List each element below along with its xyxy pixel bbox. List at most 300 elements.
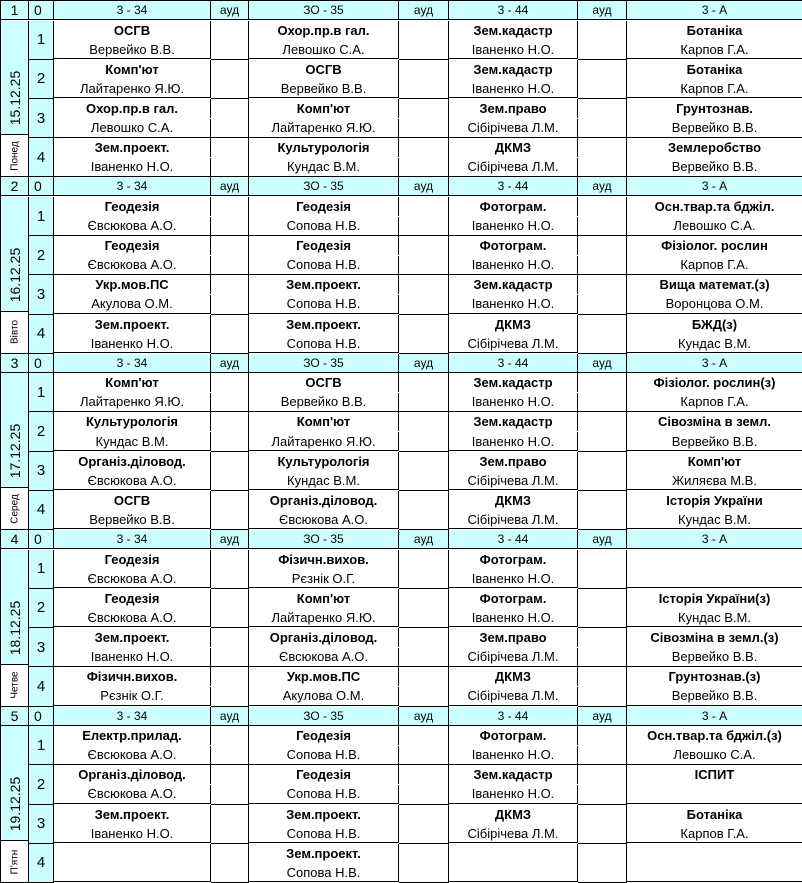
teacher-cell[interactable]: Акулова О.М. (54, 295, 211, 314)
weekday-cell (1, 487, 28, 529)
room-header: ауд (399, 1, 449, 20)
room-cell[interactable] (399, 99, 449, 138)
subject-cell[interactable]: Геодезія (249, 765, 399, 784)
room-cell[interactable] (211, 275, 249, 314)
teacher-cell[interactable]: Іваненко Н.О. (54, 158, 211, 177)
subject-cell[interactable]: Комп'ют (249, 412, 399, 431)
teacher-cell[interactable]: Іваненко Н.О. (449, 40, 578, 59)
subject-cell[interactable]: Комп'ют (249, 589, 399, 608)
room-cell[interactable] (399, 726, 449, 765)
subject-cell[interactable]: Грунтознав. (627, 99, 802, 118)
group-header: ЗО - 35 (249, 530, 399, 549)
teacher-cell[interactable]: Карпов Г.А. (627, 393, 802, 412)
teacher-cell[interactable]: Іваненко Н.О. (54, 824, 211, 843)
teacher-cell[interactable]: Карпов Г.А. (627, 256, 802, 275)
teacher-cell[interactable]: Воронцова О.М. (627, 295, 802, 314)
room-cell[interactable] (211, 315, 249, 354)
pair-number: 4 (29, 315, 54, 354)
room-header: ауд (399, 530, 449, 549)
weekday-cell (1, 311, 28, 353)
teacher-cell[interactable]: Кундас В.М. (54, 432, 211, 451)
room-cell[interactable] (211, 138, 249, 177)
day-zero-marker: 0 (29, 177, 54, 196)
room-cell[interactable] (211, 99, 249, 138)
date-cell (1, 21, 29, 178)
room-cell[interactable] (211, 373, 249, 412)
room-cell[interactable] (211, 805, 249, 844)
subject-cell[interactable]: Комп'ют (249, 99, 399, 118)
room-cell[interactable] (211, 21, 249, 60)
group-header: 3 - 34 (54, 354, 211, 373)
teacher-cell[interactable]: Лайтаренко Я.Ю. (54, 79, 211, 98)
room-cell[interactable] (399, 491, 449, 530)
subject-cell[interactable]: ОСГВ (249, 373, 399, 392)
group-header: 3 - 44 (449, 1, 578, 20)
day-number: 5 (1, 707, 29, 726)
subject-cell[interactable]: Фотограм. (449, 726, 578, 745)
room-cell[interactable] (578, 805, 627, 844)
weekday-cell (1, 134, 28, 176)
weekday-cell (1, 840, 28, 882)
subject-cell[interactable]: Зем.проект. (54, 805, 211, 824)
room-cell[interactable] (399, 275, 449, 314)
subject-cell[interactable]: ДКМЗ (449, 138, 578, 157)
teacher-cell[interactable]: Лайтаренко Я.Ю. (54, 393, 211, 412)
teacher-cell[interactable]: Сопова Н.В. (249, 785, 399, 804)
subject-cell[interactable]: Зем.проект. (54, 138, 211, 157)
room-cell[interactable] (578, 844, 627, 883)
group-header: 3 - 34 (54, 530, 211, 549)
pair-number: 1 (29, 197, 54, 236)
room-header: ауд (211, 707, 249, 726)
teacher-cell[interactable]: Вервейко В.В. (54, 40, 211, 59)
teacher-cell[interactable]: Кундас В.М. (249, 471, 399, 490)
pair-number: 4 (29, 138, 54, 177)
teacher-cell[interactable]: Іваненко Н.О. (449, 432, 578, 451)
subject-cell[interactable]: Геодезія (249, 726, 399, 745)
subject-cell[interactable]: Зем.право (449, 99, 578, 118)
teacher-cell[interactable]: Вервейко В.В. (249, 393, 399, 412)
teacher-cell[interactable]: Левошко С.А. (627, 217, 802, 236)
teacher-cell[interactable]: Іваненко Н.О. (449, 79, 578, 98)
teacher-cell[interactable]: Карпов Г.А. (627, 40, 802, 59)
subject-cell[interactable]: Фотограм. (449, 589, 578, 608)
teacher-cell[interactable]: Кундас В.М. (627, 608, 802, 627)
room-cell[interactable] (211, 667, 249, 706)
group-header: 3 - 44 (449, 177, 578, 196)
subject-cell[interactable] (627, 550, 802, 569)
subject-cell[interactable]: ОСГВ (54, 21, 211, 40)
subject-cell[interactable]: Комп'ют (54, 60, 211, 79)
pair-number: 2 (29, 236, 54, 275)
subject-cell[interactable]: Фотограм. (449, 236, 578, 255)
group-header: 3 - А (627, 1, 802, 20)
subject-cell[interactable]: Історія України(з) (627, 589, 802, 608)
pair-number: 3 (29, 628, 54, 667)
room-cell[interactable] (578, 726, 627, 765)
group-header: 3 - 34 (54, 1, 211, 20)
room-cell[interactable] (399, 138, 449, 177)
pair-number: 1 (29, 550, 54, 589)
room-cell[interactable] (211, 236, 249, 275)
room-cell[interactable] (211, 197, 249, 236)
room-cell[interactable] (399, 667, 449, 706)
subject-cell[interactable]: Зем.кадастр (449, 21, 578, 40)
group-header: 3 - А (627, 530, 802, 549)
day-zero-marker: 0 (29, 1, 54, 20)
subject-cell[interactable]: Фізіолог. рослин(з) (627, 373, 802, 392)
room-cell[interactable] (399, 452, 449, 491)
date-cell (1, 373, 29, 530)
day-number: 3 (1, 354, 29, 373)
teacher-cell[interactable]: Іваненко Н.О. (449, 569, 578, 588)
pair-number: 1 (29, 726, 54, 765)
room-cell[interactable] (399, 628, 449, 667)
teacher-cell[interactable]: Сібірічева Л.М. (449, 119, 578, 138)
room-cell[interactable] (578, 667, 627, 706)
pair-number: 4 (29, 667, 54, 706)
group-header: ЗО - 35 (249, 1, 399, 20)
subject-cell[interactable]: Фотограм. (449, 550, 578, 569)
teacher-cell[interactable]: Вервейко В.В. (249, 79, 399, 98)
room-cell[interactable] (211, 412, 249, 451)
teacher-cell[interactable] (627, 863, 802, 882)
subject-cell[interactable]: Зем.проект. (54, 315, 211, 334)
room-cell[interactable] (578, 628, 627, 667)
room-cell[interactable] (578, 60, 627, 99)
teacher-cell[interactable]: Сопова Н.В. (249, 863, 399, 882)
room-cell[interactable] (578, 21, 627, 60)
group-header: ЗО - 35 (249, 177, 399, 196)
room-cell[interactable] (211, 452, 249, 491)
teacher-cell[interactable]: Євсюкова А.О. (249, 648, 399, 667)
room-cell[interactable] (578, 236, 627, 275)
subject-cell[interactable]: Зем.право (449, 628, 578, 647)
subject-cell[interactable]: Культурологія (249, 452, 399, 471)
room-header: ауд (399, 707, 449, 726)
teacher-cell[interactable]: Кундас В.М. (627, 510, 802, 529)
teacher-cell[interactable]: Карпов Г.А. (627, 79, 802, 98)
subject-cell[interactable]: Охор.пр.в гал. (54, 99, 211, 118)
weekday-label: Четве (9, 671, 20, 699)
room-cell[interactable] (578, 315, 627, 354)
subject-cell[interactable]: Зем.право (449, 452, 578, 471)
room-cell[interactable] (578, 412, 627, 451)
teacher-cell[interactable]: Левошко С.А. (54, 119, 211, 138)
group-header: 3 - 44 (449, 707, 578, 726)
teacher-cell[interactable]: Рєзнік О.Г. (54, 687, 211, 706)
room-cell[interactable] (211, 726, 249, 765)
teacher-cell[interactable]: Вервейко В.В. (627, 432, 802, 451)
day-zero-marker: 0 (29, 354, 54, 373)
group-header: 3 - А (627, 354, 802, 373)
date-label: 18.12.25 (6, 600, 23, 655)
room-cell[interactable] (578, 491, 627, 530)
room-cell[interactable] (578, 197, 627, 236)
room-cell[interactable] (578, 452, 627, 491)
room-cell[interactable] (578, 275, 627, 314)
subject-cell[interactable]: Ботаніка (627, 21, 802, 40)
teacher-cell[interactable]: Іваненко Н.О. (54, 334, 211, 353)
room-cell[interactable] (578, 373, 627, 412)
room-cell[interactable] (211, 628, 249, 667)
teacher-cell[interactable] (54, 863, 211, 882)
subject-cell[interactable]: Укр.мов.ПС (54, 275, 211, 294)
teacher-cell[interactable]: Євсюкова А.О. (54, 608, 211, 627)
room-cell[interactable] (399, 236, 449, 275)
weekday-label: Понед (9, 141, 20, 171)
date-label: 19.12.25 (6, 776, 23, 832)
pair-number: 2 (29, 765, 54, 804)
teacher-cell[interactable]: Євсюкова А.О. (54, 569, 211, 588)
teacher-cell[interactable]: Сопова Н.В. (249, 334, 399, 353)
room-cell[interactable] (399, 197, 449, 236)
pair-number: 3 (29, 275, 54, 314)
subject-cell[interactable]: Грунтознав.(з) (627, 667, 802, 686)
room-cell[interactable] (578, 550, 627, 589)
day-zero-marker: 0 (29, 707, 54, 726)
subject-cell[interactable]: Сівозміна в земл. (627, 412, 802, 431)
subject-cell[interactable]: ОСГВ (54, 491, 211, 510)
pair-number: 1 (29, 21, 54, 60)
subject-cell[interactable]: Електр.прилад. (54, 726, 211, 745)
room-cell[interactable] (211, 765, 249, 804)
room-cell[interactable] (399, 60, 449, 99)
subject-cell[interactable]: Зем.кадастр (449, 373, 578, 392)
room-header: ауд (399, 354, 449, 373)
room-header: ауд (399, 177, 449, 196)
subject-cell[interactable]: Комп'ют (627, 452, 802, 471)
teacher-cell[interactable]: Іваненко Н.О. (449, 217, 578, 236)
subject-cell[interactable]: ІСПИТ (627, 765, 802, 784)
subject-cell[interactable]: Землеробство (627, 138, 802, 157)
day-number: 1 (1, 1, 29, 20)
room-header: ауд (578, 1, 627, 20)
teacher-cell[interactable]: Сопова Н.В. (249, 746, 399, 765)
subject-cell[interactable]: Організ.діловод. (54, 452, 211, 471)
date-cell (1, 550, 29, 707)
room-header: ауд (578, 707, 627, 726)
teacher-cell[interactable]: Жиляєва М.В. (627, 471, 802, 490)
subject-cell[interactable]: Організ.діловод. (54, 765, 211, 784)
group-header: 3 - А (627, 177, 802, 196)
room-cell[interactable] (399, 550, 449, 589)
teacher-cell[interactable]: Сібірічева Л.М. (449, 471, 578, 490)
group-header: ЗО - 35 (249, 707, 399, 726)
teacher-cell[interactable]: Лайтаренко Я.Ю. (249, 608, 399, 627)
weekday-label: Вівто (9, 320, 20, 345)
subject-cell[interactable]: Зем.проект. (249, 844, 399, 863)
room-cell[interactable] (399, 589, 449, 628)
group-header: 3 - 34 (54, 177, 211, 196)
teacher-cell[interactable]: Сібірічева Л.М. (449, 158, 578, 177)
subject-cell[interactable]: Геодезія (54, 197, 211, 216)
subject-cell[interactable]: Фізичн.вихов. (54, 667, 211, 686)
room-cell[interactable] (211, 589, 249, 628)
date-label: 17.12.25 (6, 423, 23, 479)
teacher-cell[interactable]: Рєзнік О.Г. (249, 569, 399, 588)
subject-cell[interactable]: ДКМЗ (449, 491, 578, 510)
subject-cell[interactable]: Комп'ют (54, 373, 211, 392)
subject-cell[interactable]: Ботаніка (627, 805, 802, 824)
weekday-label: П'ятн (9, 849, 20, 874)
subject-cell[interactable]: Геодезія (54, 589, 211, 608)
teacher-cell[interactable]: Євсюкова А.О. (54, 746, 211, 765)
subject-cell[interactable]: ДКМЗ (449, 315, 578, 334)
subject-cell[interactable]: Осн.твар.та бджіл. (627, 197, 802, 216)
teacher-cell[interactable]: Сопова Н.В. (249, 256, 399, 275)
date-cell (1, 197, 29, 354)
teacher-cell[interactable]: Лайтаренко Я.Ю. (249, 432, 399, 451)
room-cell[interactable] (399, 412, 449, 451)
teacher-cell[interactable]: Сопова Н.В. (249, 295, 399, 314)
subject-cell[interactable]: БЖД(з) (627, 315, 802, 334)
teacher-cell[interactable]: Іваненко Н.О. (449, 785, 578, 804)
date-label: 16.12.25 (6, 247, 23, 303)
teacher-cell[interactable]: Вервейко В.В. (54, 510, 211, 529)
subject-cell[interactable]: Зем.проект. (54, 628, 211, 647)
teacher-cell[interactable]: Євсюкова А.О. (249, 510, 399, 529)
pair-number: 2 (29, 412, 54, 451)
room-cell[interactable] (399, 805, 449, 844)
subject-cell[interactable]: Зем.кадастр (449, 412, 578, 431)
subject-cell[interactable] (54, 844, 211, 863)
subject-cell[interactable]: Зем.проект. (249, 805, 399, 824)
room-header: ауд (211, 177, 249, 196)
teacher-cell[interactable]: Сопова Н.В. (249, 217, 399, 236)
subject-cell[interactable]: Зем.кадастр (449, 60, 578, 79)
subject-cell[interactable]: ОСГВ (249, 60, 399, 79)
teacher-cell[interactable]: Сібірічева Л.М. (449, 334, 578, 353)
teacher-cell[interactable]: Іваненко Н.О. (449, 295, 578, 314)
subject-cell[interactable]: Фізичн.вихов. (249, 550, 399, 569)
room-cell[interactable] (399, 844, 449, 883)
room-cell[interactable] (211, 844, 249, 883)
teacher-cell[interactable]: Сібірічева Л.М. (449, 648, 578, 667)
day-zero-marker: 0 (29, 530, 54, 549)
room-cell[interactable] (578, 138, 627, 177)
subject-cell[interactable]: Зем.проект. (249, 315, 399, 334)
subject-cell[interactable] (449, 844, 578, 863)
teacher-cell[interactable]: Іваненко Н.О. (449, 393, 578, 412)
subject-cell[interactable]: Ботаніка (627, 60, 802, 79)
subject-cell[interactable]: Організ.діловод. (249, 491, 399, 510)
subject-cell[interactable]: Геодезія (249, 197, 399, 216)
day-number: 4 (1, 530, 29, 549)
teacher-cell[interactable]: Сібірічева Л.М. (449, 510, 578, 529)
teacher-cell[interactable]: Сібірічева Л.М. (449, 687, 578, 706)
subject-cell[interactable]: Фотограм. (449, 197, 578, 216)
pair-number: 4 (29, 491, 54, 530)
teacher-cell[interactable]: Євсюкова А.О. (54, 785, 211, 804)
teacher-cell[interactable] (627, 785, 802, 804)
pair-number: 1 (29, 373, 54, 412)
pair-number: 4 (29, 844, 54, 883)
pair-number: 2 (29, 60, 54, 99)
group-header: 3 - А (627, 707, 802, 726)
group-header: 3 - 34 (54, 707, 211, 726)
teacher-cell[interactable]: Іваненко Н.О. (54, 648, 211, 667)
pair-number: 3 (29, 99, 54, 138)
subject-cell[interactable]: ДКМЗ (449, 805, 578, 824)
teacher-cell[interactable]: Іваненко Н.О. (449, 256, 578, 275)
teacher-cell[interactable]: Лайтаренко Я.Ю. (249, 119, 399, 138)
weekday-label: Серед (9, 493, 20, 524)
teacher-cell[interactable]: Сопова Н.В. (249, 824, 399, 843)
pair-number: 3 (29, 805, 54, 844)
room-cell[interactable] (211, 60, 249, 99)
room-header: ауд (578, 177, 627, 196)
room-cell[interactable] (578, 589, 627, 628)
teacher-cell[interactable]: Сібірічева Л.М. (449, 824, 578, 843)
room-cell[interactable] (211, 491, 249, 530)
weekday-cell (1, 664, 28, 706)
teacher-cell[interactable]: Вервейко В.В. (627, 648, 802, 667)
teacher-cell[interactable]: Іваненко Н.О. (449, 608, 578, 627)
subject-cell[interactable]: Фізіолог. рослин (627, 236, 802, 255)
teacher-cell[interactable]: Кундас В.М. (249, 158, 399, 177)
subject-cell[interactable]: Зем.проект. (249, 275, 399, 294)
subject-cell[interactable]: Геодезія (54, 550, 211, 569)
teacher-cell[interactable]: Вервейко В.В. (627, 158, 802, 177)
teacher-cell[interactable] (627, 569, 802, 588)
subject-cell[interactable]: Вища математ.(з) (627, 275, 802, 294)
subject-cell[interactable]: Культурологія (54, 412, 211, 431)
subject-cell[interactable]: Зем.кадастр (449, 765, 578, 784)
teacher-cell[interactable]: Кундас В.М. (627, 334, 802, 353)
teacher-cell[interactable]: Вервейко В.В. (627, 687, 802, 706)
teacher-cell[interactable]: Вервейко В.В. (627, 119, 802, 138)
room-cell[interactable] (399, 765, 449, 804)
teacher-cell[interactable]: Іваненко Н.О. (449, 746, 578, 765)
subject-cell[interactable]: Зем.кадастр (449, 275, 578, 294)
subject-cell[interactable]: Охор.пр.в гал. (249, 21, 399, 40)
room-cell[interactable] (578, 99, 627, 138)
subject-cell[interactable]: Сівозміна в земл.(з) (627, 628, 802, 647)
date-label: 15.12.25 (6, 71, 23, 126)
room-cell[interactable] (399, 315, 449, 354)
teacher-cell[interactable]: Євсюкова А.О. (54, 471, 211, 490)
subject-cell[interactable]: Геодезія (249, 236, 399, 255)
group-header: 3 - 44 (449, 354, 578, 373)
room-header: ауд (211, 1, 249, 20)
subject-cell[interactable] (627, 844, 802, 863)
room-header: ауд (578, 530, 627, 549)
room-cell[interactable] (578, 765, 627, 804)
date-cell (1, 726, 29, 883)
subject-cell[interactable]: Геодезія (54, 236, 211, 255)
room-cell[interactable] (399, 373, 449, 412)
room-header: ауд (211, 530, 249, 549)
teacher-cell[interactable]: Левошко С.А. (249, 40, 399, 59)
room-cell[interactable] (211, 550, 249, 589)
group-header: 3 - 44 (449, 530, 578, 549)
teacher-cell[interactable]: Євсюкова А.О. (54, 217, 211, 236)
teacher-cell[interactable] (449, 863, 578, 882)
subject-cell[interactable]: Організ.діловод. (249, 628, 399, 647)
teacher-cell[interactable]: Левошко С.А. (627, 746, 802, 765)
subject-cell[interactable]: Осн.твар.та бджіл.(з) (627, 726, 802, 745)
teacher-cell[interactable]: Карпов Г.А. (627, 824, 802, 843)
room-cell[interactable] (399, 21, 449, 60)
teacher-cell[interactable]: Євсюкова А.О. (54, 256, 211, 275)
subject-cell[interactable]: Історія України (627, 491, 802, 510)
subject-cell[interactable]: Культурологія (249, 138, 399, 157)
subject-cell[interactable]: ДКМЗ (449, 667, 578, 686)
day-number: 2 (1, 177, 29, 196)
subject-cell[interactable]: Укр.мов.ПС (249, 667, 399, 686)
teacher-cell[interactable]: Акулова О.М. (249, 687, 399, 706)
